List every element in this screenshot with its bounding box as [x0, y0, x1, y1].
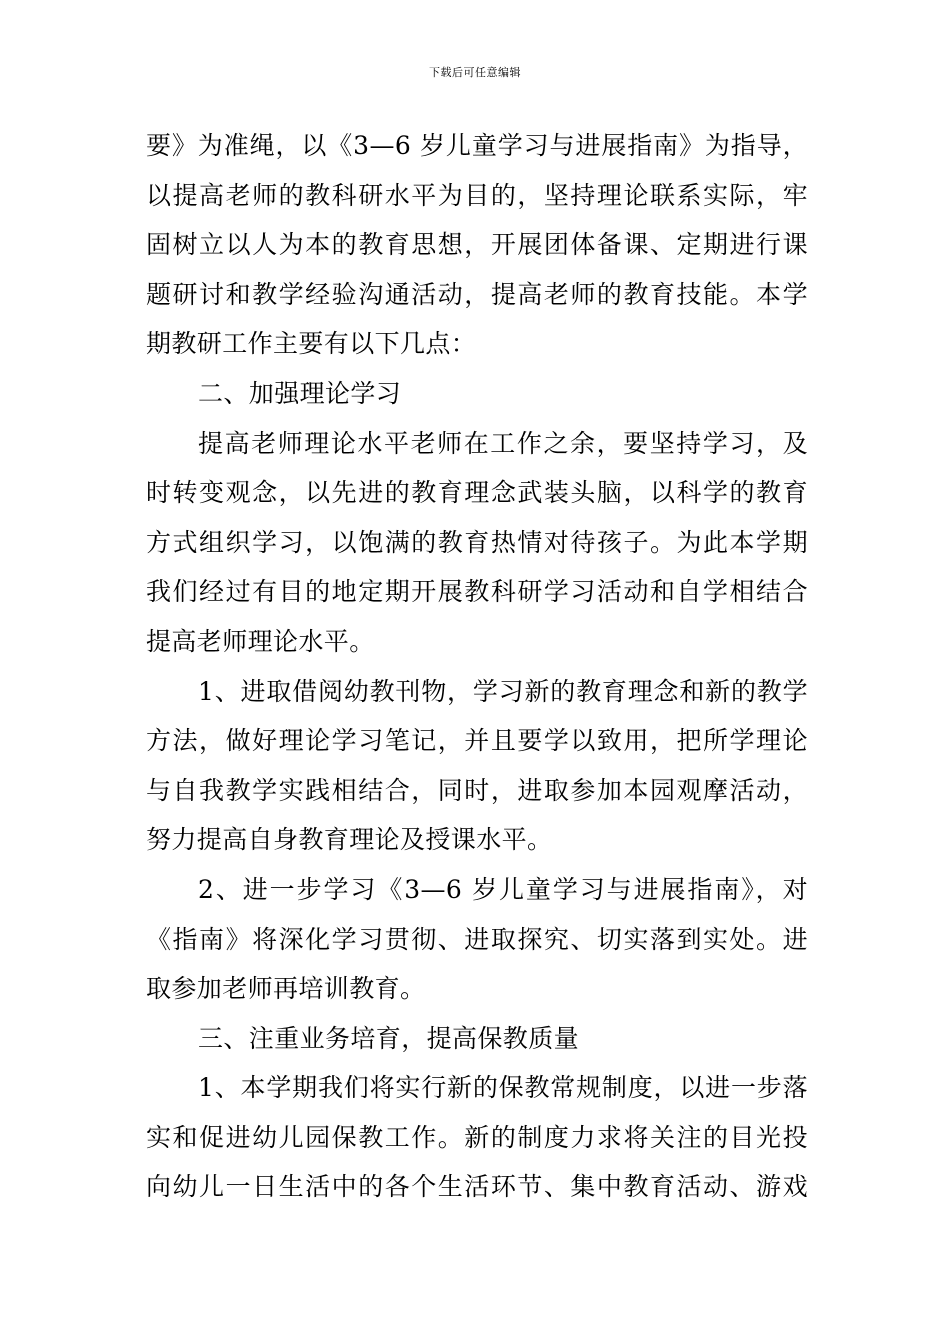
- text-line: 二、加强理论学习: [198, 378, 402, 408]
- text-line: 《指南》将深化学习贯彻、进取探究、切实落到实处。进: [146, 924, 808, 954]
- text-line: 提高老师理论水平老师在工作之余，要坚持学习，及: [198, 428, 808, 458]
- text-line: 向幼儿一日生活中的各个生活环节、集中教育活动、游戏: [146, 1172, 808, 1202]
- text-line: 我们经过有目的地定期开展教科研学习活动和自学相结合: [146, 577, 808, 607]
- text-line: 1、本学期我们将实行新的保教常规制度，以进一步落: [198, 1073, 808, 1103]
- page-header: 下载后可任意编辑: [429, 66, 521, 79]
- text-line: 固树立以人为本的教育思想，开展团体备课、定期进行课: [146, 230, 808, 260]
- text-line: 期教研工作主要有以下几点：: [146, 329, 477, 359]
- text-line: 1、进取借阅幼教刊物，学习新的教育理念和新的教学: [198, 676, 808, 706]
- text-line: 以提高老师的教科研水平为目的，坚持理论联系实际，牢: [146, 180, 808, 210]
- text-line: 提高老师理论水平。: [146, 626, 375, 656]
- document-body: [146, 121, 808, 1212]
- text-line: 实和促进幼儿园保教工作。新的制度力求将关注的目光投: [146, 1122, 808, 1152]
- text-line: 时转变观念，以先进的教育理念武装头脑，以科学的教育: [146, 478, 808, 508]
- text-line: 2、进一步学习《3—6 岁儿童学习与进展指南》，对: [198, 874, 808, 904]
- text-line: 方法，做好理论学习笔记，并且要学以致用，把所学理论: [146, 726, 808, 756]
- text-line: 与自我教学实践相结合，同时，进取参加本园观摩活动，: [146, 775, 808, 805]
- text-line: 三、注重业务培育，提高保教质量: [198, 1023, 580, 1053]
- text-line: 要》为准绳，以《3—6 岁儿童学习与进展指南》为指导，: [146, 131, 808, 160]
- text-line: 努力提高自身教育理论及授课水平。: [146, 825, 553, 855]
- text-line: 方式组织学习，以饱满的教育热情对待孩子。为此本学期: [146, 527, 808, 557]
- text-line: 题研讨和教学经验沟通活动，提高老师的教育技能。本学: [146, 279, 808, 309]
- text-line: 取参加老师再培训教育。: [146, 974, 426, 1004]
